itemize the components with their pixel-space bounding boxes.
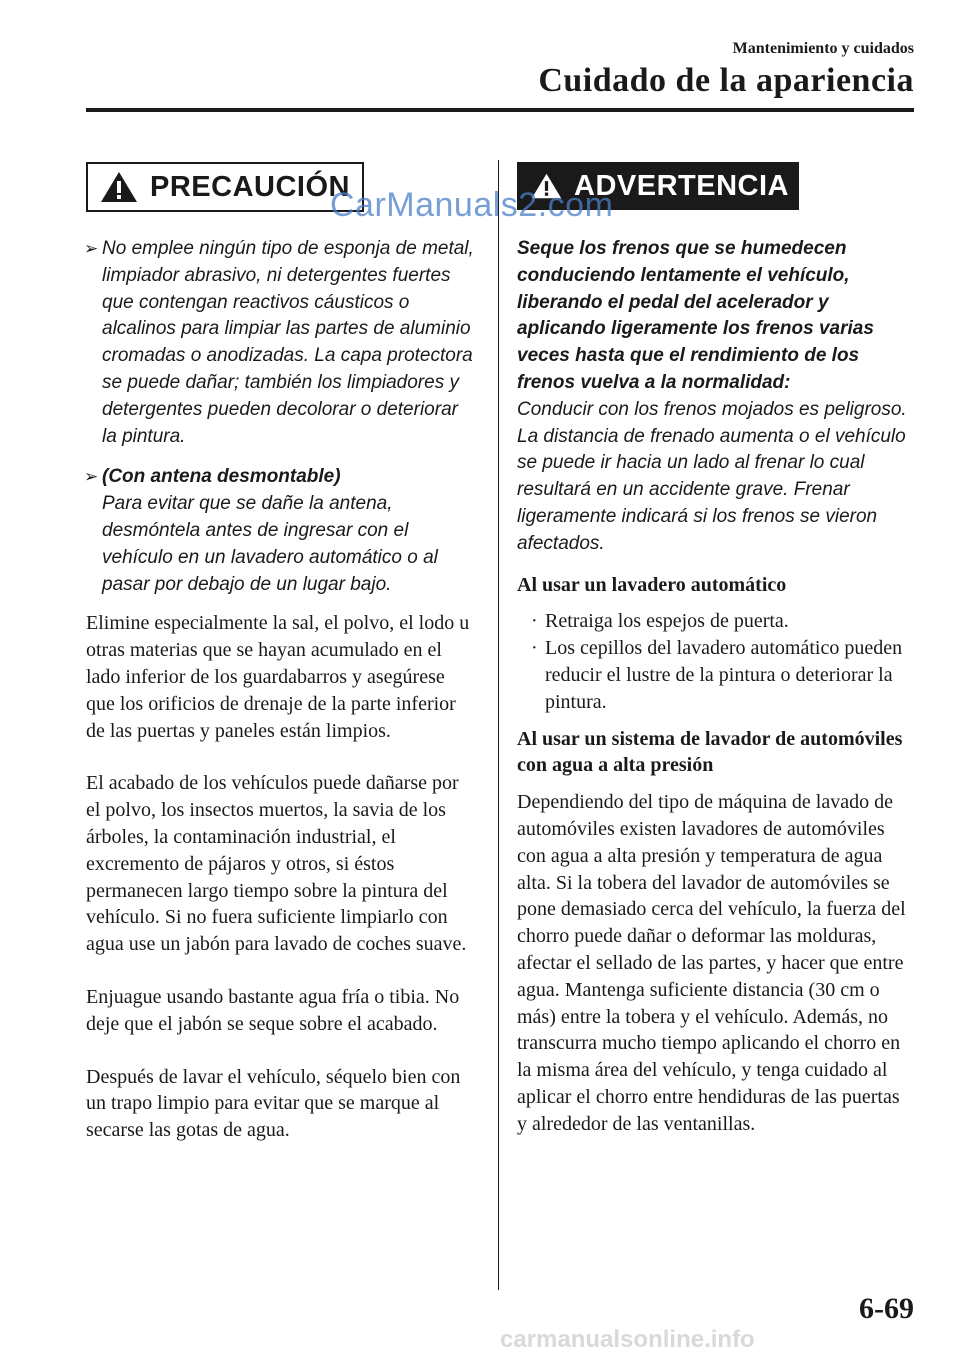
caution-item — [86, 464, 478, 598]
caution-item — [86, 236, 478, 450]
body-paragraph: Elimine especialmente la sal, el polvo, el lodo u otras materias que se hayan acumulado en el lado inferior de los guardabarros y asegúrese que los orificios de drenaje de la parte inferior de las puertas y paneles están limpios. — [86, 612, 470, 742]
page-title: Cuidado de la apariencia — [538, 62, 914, 99]
caution-label: PRECAUCIÓN — [150, 170, 350, 203]
warning-text: Conducir con los frenos mojados es peligroso. La distancia de frenado aumenta o el vehículo se puede ir hacia un lado al frenar lo cual resultará en un accidente grave. Frenar ligeramente indicará si los frenos se vieron afectados. — [517, 398, 907, 554]
caution-item-heading: (Con antena desmontable) — [102, 466, 341, 488]
arrow-bullet-icon: ➢ — [84, 467, 99, 487]
caution-item-text: Para evitar que se dañe la antena, desmóntela antes de ingresar con el vehículo en un lavadero automático o al pasar por debajo de un lugar bajo. — [102, 493, 438, 595]
right-column — [517, 162, 914, 1164]
warning-label: ADVERTENCIA — [574, 169, 789, 202]
left-column — [86, 162, 478, 1170]
warning-bold-text: Seque los frenos que se humedecen conduciendo lentamente el vehículo, liberando el pedal del acelerador y aplicando ligeramente los frenos varias veces hasta que el rendimiento de los frenos vuelva a la normalidad: — [517, 238, 874, 393]
body-paragraph: Enjuague usando bastante agua fría o tibia. No deje que el jabón se seque sobre el acabado. — [86, 985, 460, 1035]
list-item — [517, 608, 914, 635]
list-item — [517, 635, 914, 715]
list-item-text: Los cepillos del lavadero automático pueden reducir el lustre de la pintura o deteriorar la pintura. — [545, 637, 903, 713]
body-paragraph: El acabado de los vehículos puede dañarse por el polvo, los insectos muertos, la savia de los árboles, la contaminación industrial, el excremento de pájaros y otros, si éstos permanecen largo tiempo sobre la pintura del vehículo. Si no fuera suficiente limpiarlo con agua use un jabón para lavado de coches suave. — [86, 772, 467, 956]
section-heading-high-pressure: Al usar un sistema de lavador de automóviles con agua a alta presión — [517, 727, 903, 777]
warning-triangle-icon — [100, 170, 138, 204]
watermark-text: CarManuals2.com — [330, 186, 614, 224]
caution-item-text: No emplee ningún tipo de esponja de metal, limpiador abrasivo, ni detergentes fuertes que contengan reactivos cáusticos o alcalinos para limpiar las partes de aluminio cromadas o anodizadas. La capa protectora se puede dañar; también los limpiadores y detergentes pueden decolorar o deteriorar la pintura. — [102, 238, 474, 447]
caution-list — [86, 236, 478, 598]
column-divider — [498, 160, 499, 1290]
section-heading-automatic-wash: Al usar un lavadero automático — [517, 573, 787, 596]
body-paragraph: Después de lavar el vehículo, séquelo bien con un trapo limpio para evitar que se marque al secarse las gotas de agua. — [86, 1065, 461, 1142]
caution-box — [86, 162, 364, 212]
header-rule — [86, 108, 914, 112]
page-number: 6-69 — [859, 1292, 914, 1325]
dot-list — [517, 608, 914, 715]
body-paragraph: Dependiendo del tipo de máquina de lavado de automóviles existen lavadores de automóviles con agua a alta presión y temperatura de agua alta. Si la tobera del lavador de automóviles se pone demasiado cerca del vehículo, la fuerza del chorro puede dañar o deformar las molduras, afectar el sellado de las partes, y hacer que entre agua. Mantenga suficiente distancia (30 cm o más) entre la tobera y el vehículo. Además, no transcurra mucho tiempo aplicando el chorro en la misma área del vehículo, y tenga cuidado al aplicar el chorro entre hendiduras de las puertas y alrededor de las ventanillas. — [517, 791, 906, 1135]
arrow-bullet-icon: ➢ — [84, 239, 99, 258]
dot-bullet-icon: · — [531, 637, 538, 660]
dot-bullet-icon: · — [531, 610, 538, 633]
warning-content — [517, 236, 914, 558]
footer-watermark: carmanualsonline.info — [500, 1326, 755, 1353]
section-title: Mantenimiento y cuidados — [732, 40, 914, 57]
list-item-text: Retraiga los espejos de puerta. — [545, 610, 789, 633]
